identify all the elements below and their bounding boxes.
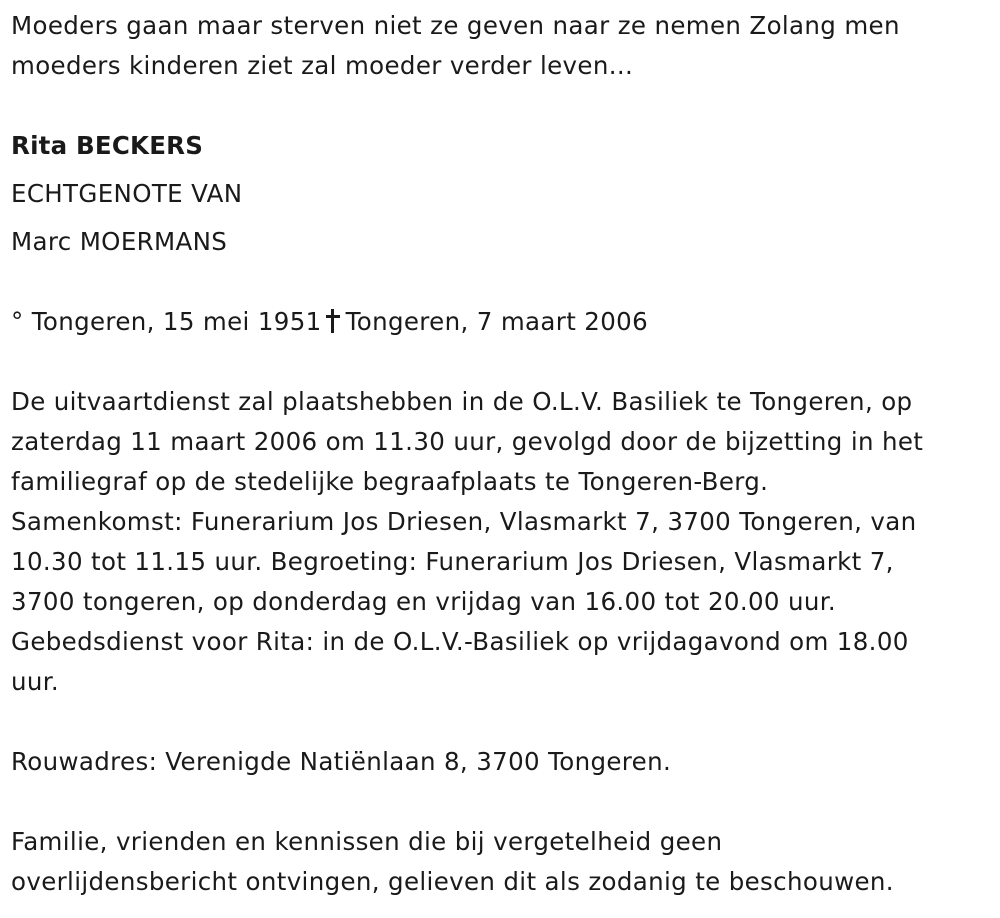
closing-block [11,822,986,902]
death-date: Tongeren, 7 maart 2006 [345,307,649,336]
quote-line-2: moeders kinderen ziet zal moeder verder leven... [11,51,634,80]
dates-block [11,302,986,342]
service-line: familiegraf op de stedelijke begraafplaats te Tongeren-Berg. [11,467,769,496]
service-line: 10.30 tot 11.15 uur. Begroeting: Funerarium Jos Driesen, Vlasmarkt 7, [11,547,894,576]
relation-label: ECHTGENOTE VAN [11,179,243,208]
closing-line-2: overlijdensbericht ontvingen, gelieven dit als zodanig te beschouwen. [11,867,894,896]
cross-icon [326,309,340,333]
quote-block [11,6,986,86]
dates-line [11,302,986,342]
service-line: zaterdag 11 maart 2006 om 11.30 uur, gevolgd door de bijzetting in het [11,427,924,456]
quote-line-1: Moeders gaan maar sterven niet ze geven naar ze nemen Zolang men [11,11,900,40]
address-block [11,742,986,782]
deceased-block [11,122,986,266]
service-line: Gebedsdienst voor Rita: in de O.L.V.-Basiliek op vrijdagavond om 18.00 [11,627,909,656]
service-block [11,382,986,702]
deceased-name: Rita BECKERS [11,131,204,160]
mourning-address: Rouwadres: Verenigde Natiënlaan 8, 3700 Tongeren. [11,747,672,776]
service-line: Samenkomst: Funerarium Jos Driesen, Vlasmarkt 7, 3700 Tongeren, van [11,507,917,536]
birth-date: ° Tongeren, 15 mei 1951 [11,307,322,336]
service-line: De uitvaartdienst zal plaatshebben in de O.L.V. Basiliek te Tongeren, op [11,387,913,416]
service-line: uur. [11,667,60,696]
service-line: 3700 tongeren, op donderdag en vrijdag van 16.00 tot 20.00 uur. [11,587,837,616]
obituary-document [11,6,986,902]
spouse-name: Marc MOERMANS [11,227,228,256]
closing-line-1: Familie, vrienden en kennissen die bij vergetelheid geen [11,827,723,856]
